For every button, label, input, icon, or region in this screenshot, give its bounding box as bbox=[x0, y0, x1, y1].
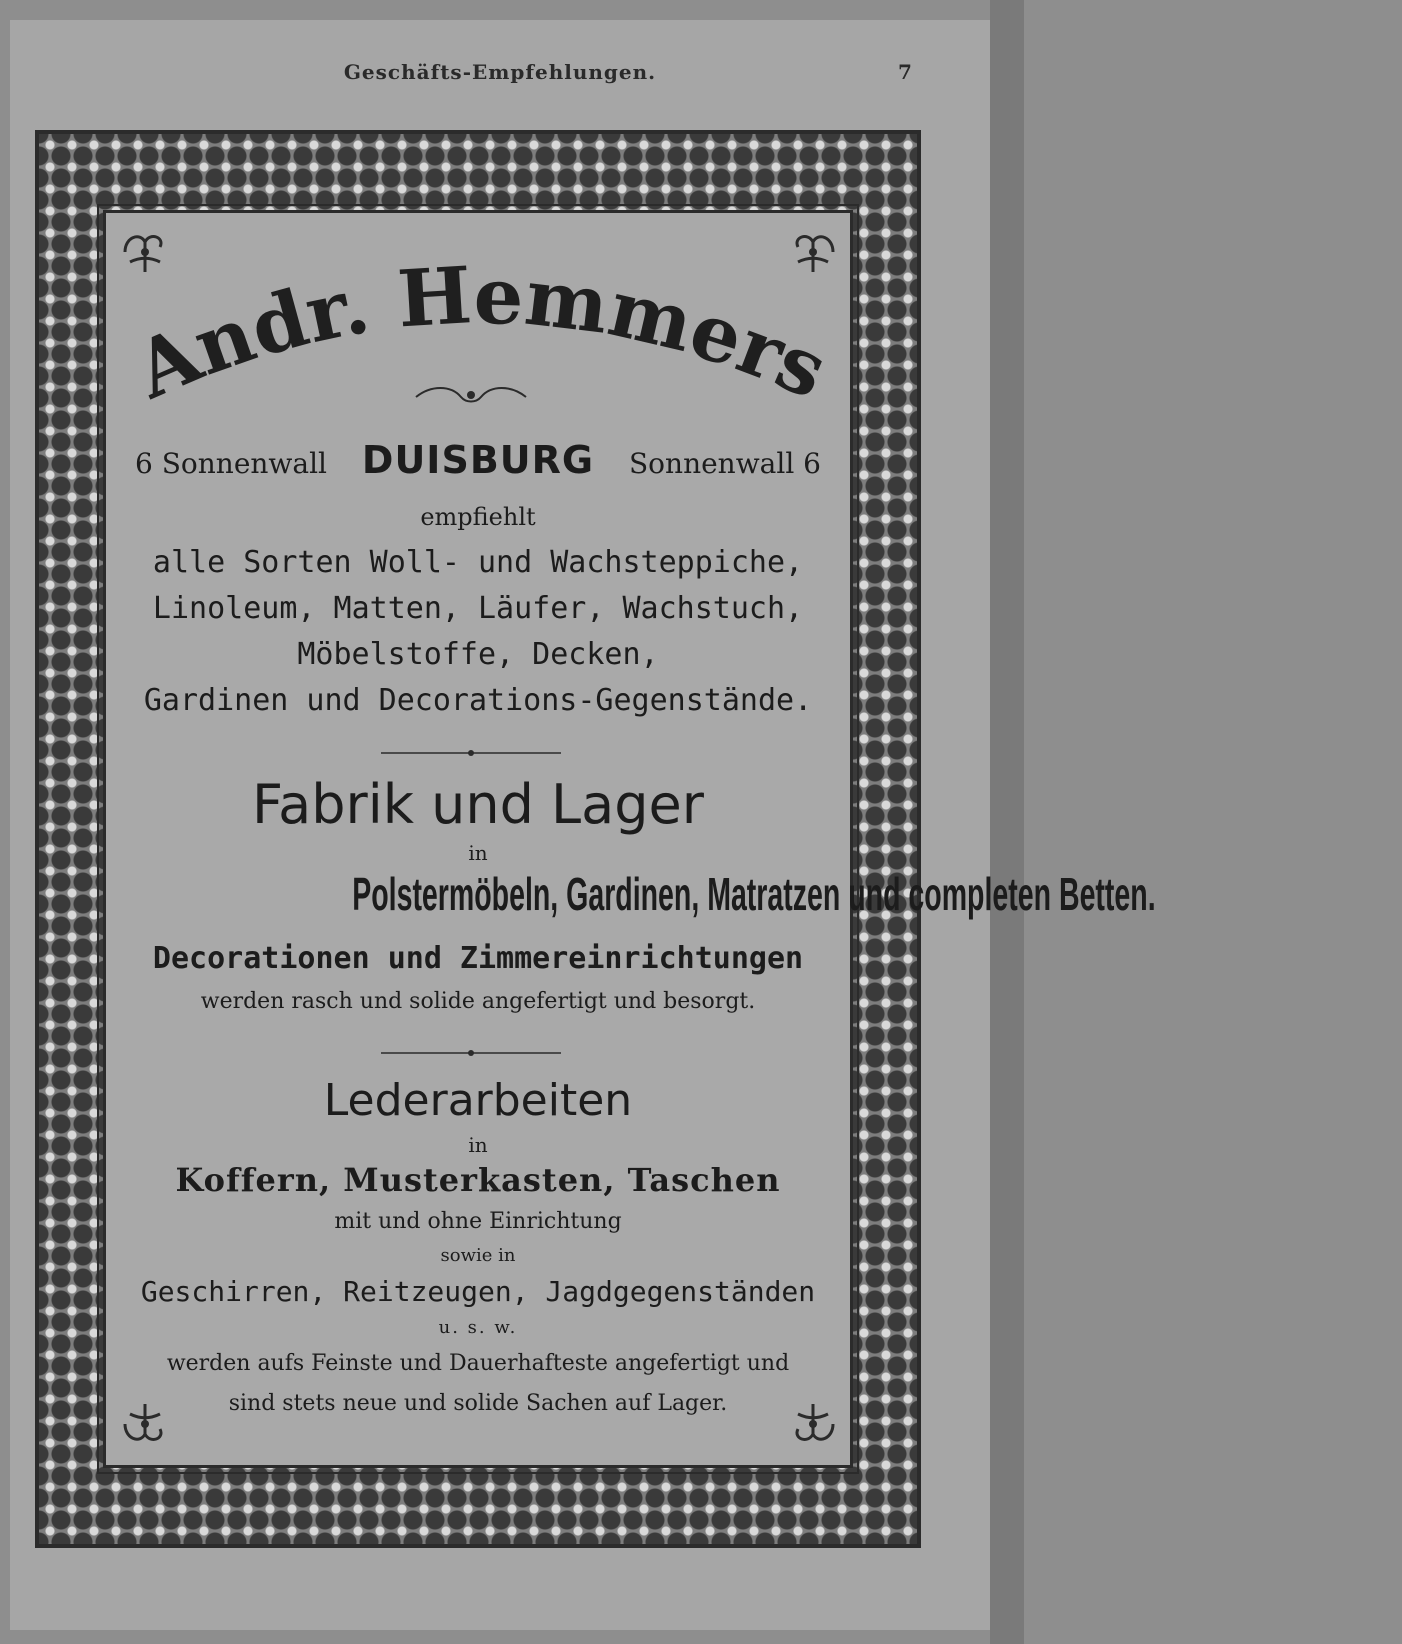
closing-line-1: werden aufs Feinste und Dauerhafteste angefertigt und bbox=[166, 1351, 790, 1376]
section2-with: mit und ohne Einrichtung bbox=[334, 1209, 622, 1234]
section2-etc: u. s. w. bbox=[438, 1317, 518, 1338]
section1-sub: Decorationen und Zimmereinrichtungen bbox=[152, 941, 804, 976]
advert-panel bbox=[103, 210, 1156, 1468]
section1-in: in bbox=[468, 841, 488, 865]
divider-rule-1-icon bbox=[381, 743, 561, 753]
page bbox=[10, 20, 1156, 1630]
advert-content bbox=[106, 213, 1156, 1465]
section1-products: Polstermöbeln, Gardinen, Matratzen und completen Betten. bbox=[352, 868, 1156, 920]
section1-products-wrap bbox=[106, 867, 1156, 921]
goods-line-2: Linoleum, Matten, Läufer, Wachstuch, bbox=[152, 591, 804, 626]
section2-more: Geschirren, Reitzeugen, Jagdgegenständen bbox=[140, 1275, 816, 1308]
closing-line-2: sind stets neue und solide Sachen auf Lager. bbox=[228, 1391, 728, 1416]
section2-heading: Lederarbeiten bbox=[323, 1075, 633, 1126]
address-right: Sonnenwall 6 bbox=[629, 447, 821, 480]
goods-line-4: Gardinen und Decorations-Gegenstände. bbox=[143, 683, 813, 718]
divider-rule-2-icon bbox=[381, 1043, 561, 1053]
section1-note: werden rasch und solide angefertigt und besorgt. bbox=[200, 989, 756, 1014]
page-number: 7 bbox=[898, 60, 912, 84]
section2-also: sowie in bbox=[440, 1245, 516, 1266]
address-left: 6 Sonnenwall bbox=[135, 447, 327, 480]
running-title: Geschäfts-Empfehlungen. bbox=[343, 60, 657, 84]
section1-heading: Fabrik und Lager bbox=[252, 773, 704, 836]
goods-line-1: alle Sorten Woll- und Wachsteppiche, bbox=[152, 545, 804, 580]
scan-shadow bbox=[990, 0, 1024, 1644]
city-name: DUISBURG bbox=[361, 438, 595, 482]
firm-name: Andr. Hemmers bbox=[122, 250, 840, 403]
goods-line-3: Möbelstoffe, Decken, bbox=[297, 637, 659, 672]
firm-name-title bbox=[106, 243, 850, 403]
flourish-ornament-icon bbox=[411, 385, 531, 409]
recommends-text: empfiehlt bbox=[420, 503, 536, 531]
svg-text:Andr. Hemmers bbox=[121, 250, 839, 403]
ornamental-border bbox=[35, 130, 1156, 1548]
section2-products: Koffern, Musterkasten, Taschen bbox=[175, 1161, 781, 1199]
section2-in: in bbox=[468, 1133, 488, 1157]
address-line bbox=[106, 438, 850, 482]
